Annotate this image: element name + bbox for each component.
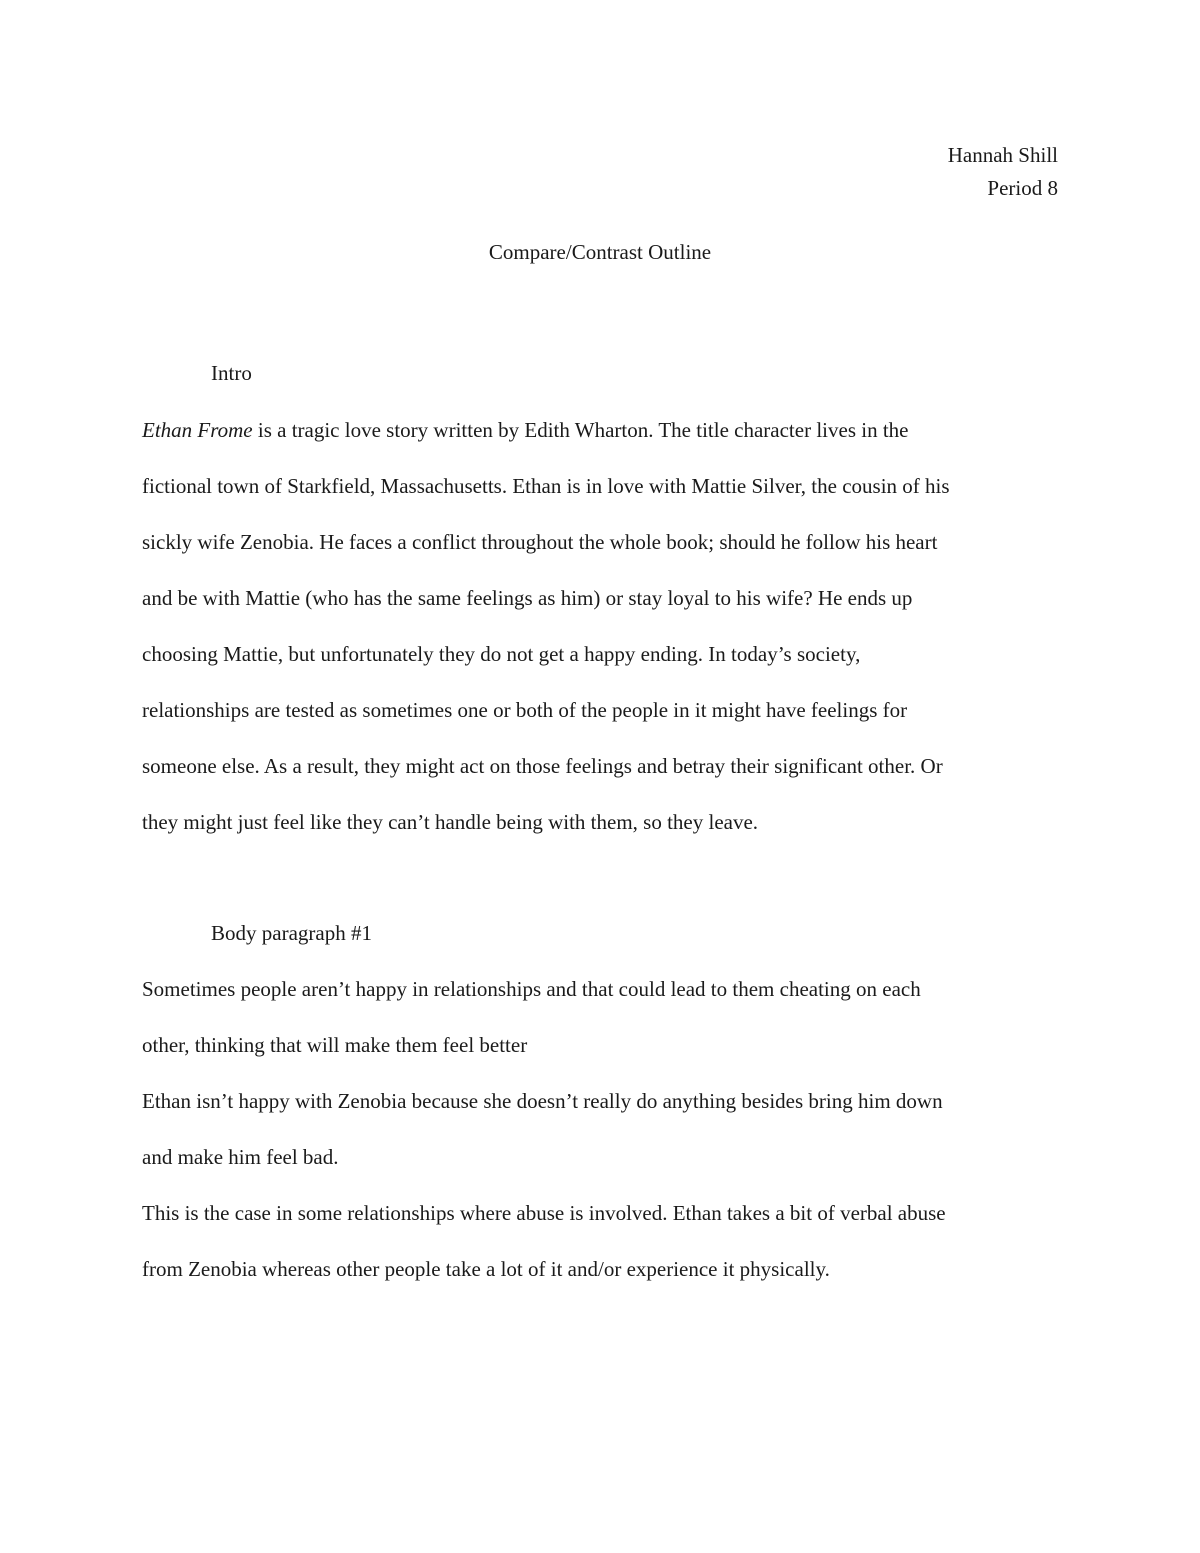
body1-point-a — [142, 961, 1062, 1073]
body1-line: Ethan isn’t happy with Zenobia because she doesn’t really do anything besides bring him down — [142, 1089, 943, 1113]
body1-point-b — [142, 1073, 1062, 1185]
body1-line: This is the case in some relationships where abuse is involved. Ethan takes a bit of verbal abuse — [142, 1201, 946, 1225]
body1-line: from Zenobia whereas other people take a lot of it and/or experience it physically. — [142, 1257, 830, 1281]
intro-line: someone else. As a result, they might act on those feelings and betray their significant other. Or — [142, 754, 943, 778]
intro-line: they might just feel like they can’t handle being with them, so they leave. — [142, 810, 759, 834]
body1-line: and make him feel bad. — [142, 1145, 339, 1169]
author-name: Hannah Shill — [947, 143, 1058, 167]
document-title: Compare/Contrast Outline — [488, 240, 712, 264]
body-paragraph-1-heading: Body paragraph #1 — [211, 921, 372, 945]
intro-line: and be with Mattie (who has the same feelings as him) or stay loyal to his wife? He ends up — [142, 586, 913, 610]
intro-heading: Intro — [211, 361, 252, 385]
intro-paragraph — [142, 402, 1062, 850]
body1-line: Sometimes people aren’t happy in relationships and that could lead to them cheating on each — [142, 977, 921, 1001]
book-title: Ethan Frome — [142, 418, 253, 442]
intro-line: fictional town of Starkfield, Massachusetts. Ethan is in love with Mattie Silver, the cousin of his — [142, 474, 950, 498]
intro-line: relationships are tested as sometimes one or both of the people in it might have feelings for — [142, 698, 908, 722]
body1-point-c — [142, 1185, 1062, 1297]
intro-line: Ethan Frome is a tragic love story written by Edith Wharton. The title character lives in the — [142, 418, 909, 442]
intro-line: sickly wife Zenobia. He faces a conflict throughout the whole book; should he follow his heart — [142, 530, 938, 554]
intro-line: choosing Mattie, but unfortunately they do not get a happy ending. In today’s society, — [142, 642, 861, 666]
class-period: Period 8 — [987, 176, 1058, 200]
body1-line: other, thinking that will make them feel better — [142, 1033, 528, 1057]
